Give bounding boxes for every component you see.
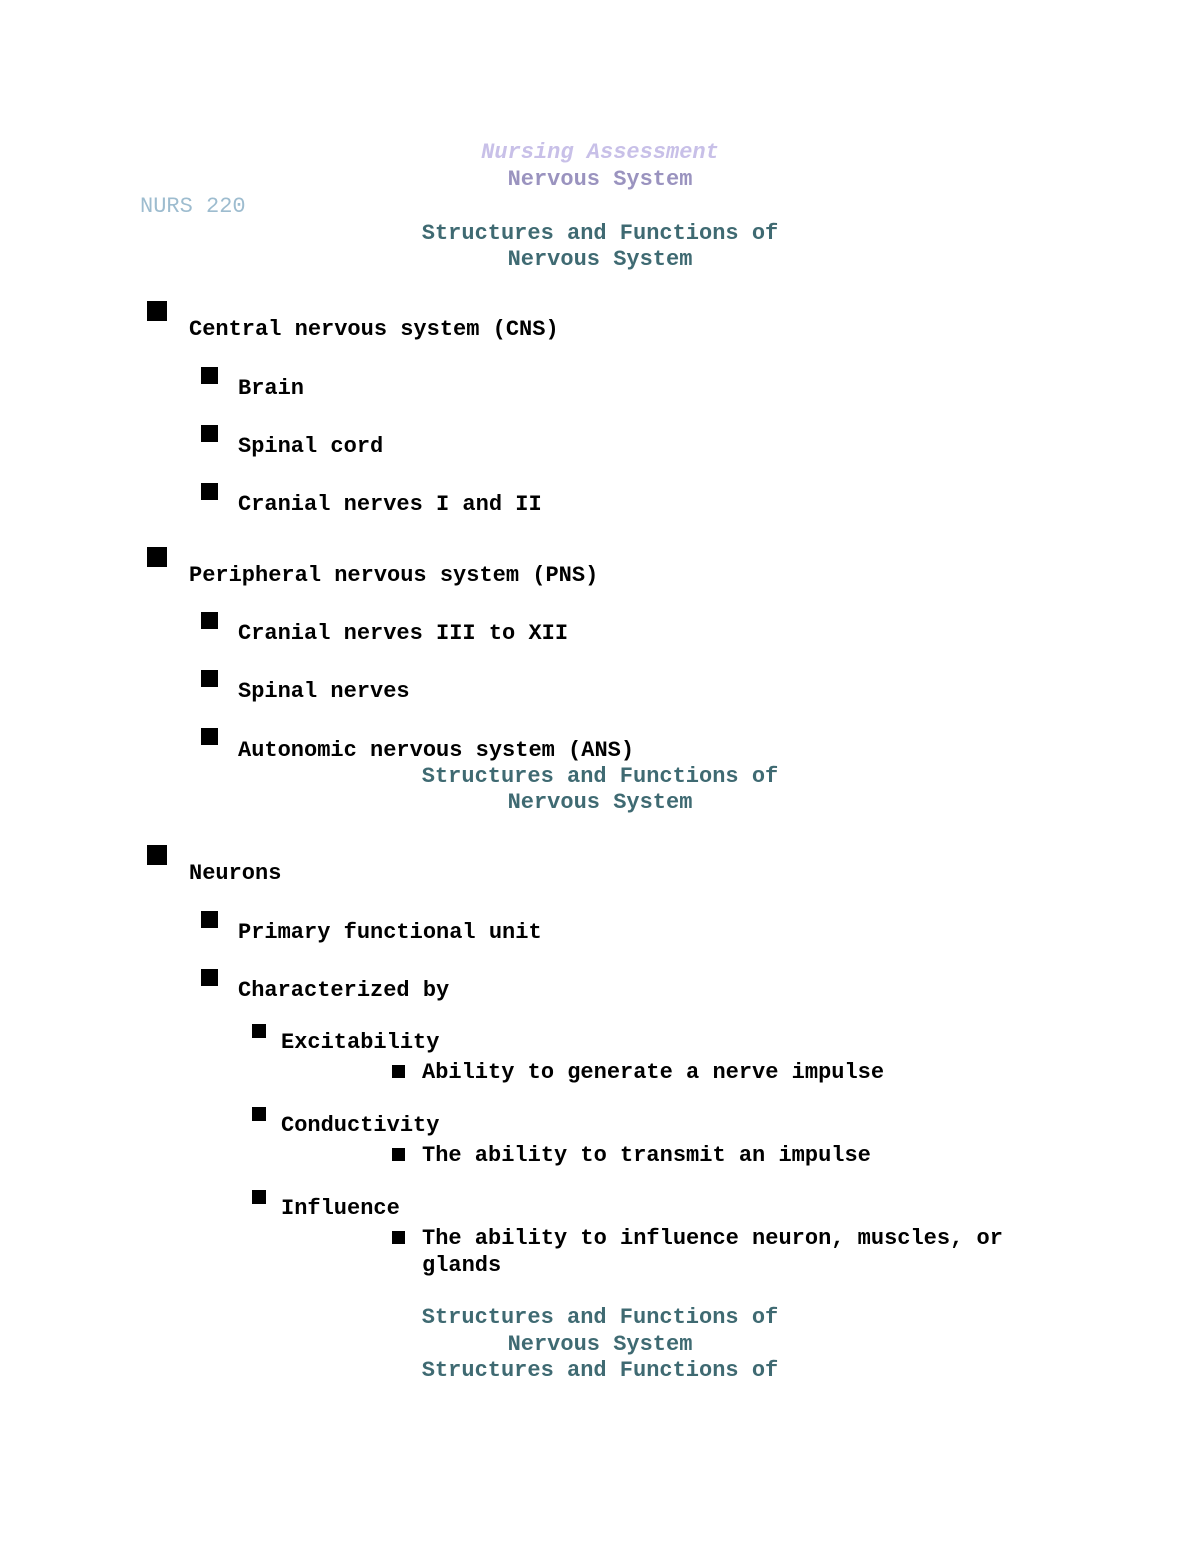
outline-item-excitability: Excitability (281, 1030, 440, 1055)
course-code: NURS 220 (140, 194, 246, 219)
outline-item-excitability-detail: Ability to generate a nerve impulse (422, 1060, 885, 1085)
bullet-square (201, 483, 218, 500)
outline-item-cranial-nerves-iii-xii: Cranial nerves III to XII (238, 621, 569, 646)
bullet-square (201, 612, 218, 629)
bullet-square (201, 367, 218, 384)
bullet-square (392, 1148, 405, 1161)
bullet-square (201, 911, 218, 928)
outline-item-influence: Influence (281, 1196, 400, 1221)
outline-item-primary-functional-unit: Primary functional unit (238, 920, 542, 945)
outline-item-spinal-nerves: Spinal nerves (238, 679, 410, 704)
bullet-square (147, 845, 167, 865)
outline-item-neurons: Neurons (189, 861, 282, 886)
section-heading-line2: Nervous System (507, 247, 693, 272)
outline-item-brain: Brain (238, 376, 305, 401)
section-heading-line2: Nervous System (507, 1332, 693, 1357)
outline-item-influence-detail-line2: glands (422, 1253, 502, 1278)
outline-item-cranial-nerves-i-ii: Cranial nerves I and II (238, 492, 542, 517)
bullet-square (252, 1190, 266, 1204)
section-heading-line2: Nervous System (507, 790, 693, 815)
outline-item-ans: Autonomic nervous system (ANS) (238, 738, 635, 763)
bullet-square (147, 301, 167, 321)
outline-item-cns: Central nervous system (CNS) (189, 317, 559, 342)
bullet-square (201, 425, 218, 442)
outline-item-influence-detail-line1: The ability to influence neuron, muscles, or (422, 1226, 1003, 1251)
section-heading-line1: Structures and Functions of (421, 221, 779, 246)
bullet-square (201, 969, 218, 986)
section-heading-line1: Structures and Functions of (421, 1358, 779, 1383)
outline-item-spinal-cord: Spinal cord (238, 434, 384, 459)
section-heading-line1: Structures and Functions of (421, 764, 779, 789)
course-title: Nursing Assessment (481, 140, 719, 165)
bullet-square (392, 1065, 405, 1078)
outline-item-conductivity: Conductivity (281, 1113, 440, 1138)
bullet-square (252, 1024, 266, 1038)
outline-item-pns: Peripheral nervous system (PNS) (189, 563, 599, 588)
outline-item-characterized-by: Characterized by (238, 978, 450, 1003)
bullet-square (392, 1231, 405, 1244)
outline-item-conductivity-detail: The ability to transmit an impulse (422, 1143, 871, 1168)
bullet-square (201, 670, 218, 687)
section-heading-line1: Structures and Functions of (421, 1305, 779, 1330)
subject-title: Nervous System (507, 167, 693, 192)
bullet-square (201, 728, 218, 745)
bullet-square (147, 547, 167, 567)
bullet-square (252, 1107, 266, 1121)
